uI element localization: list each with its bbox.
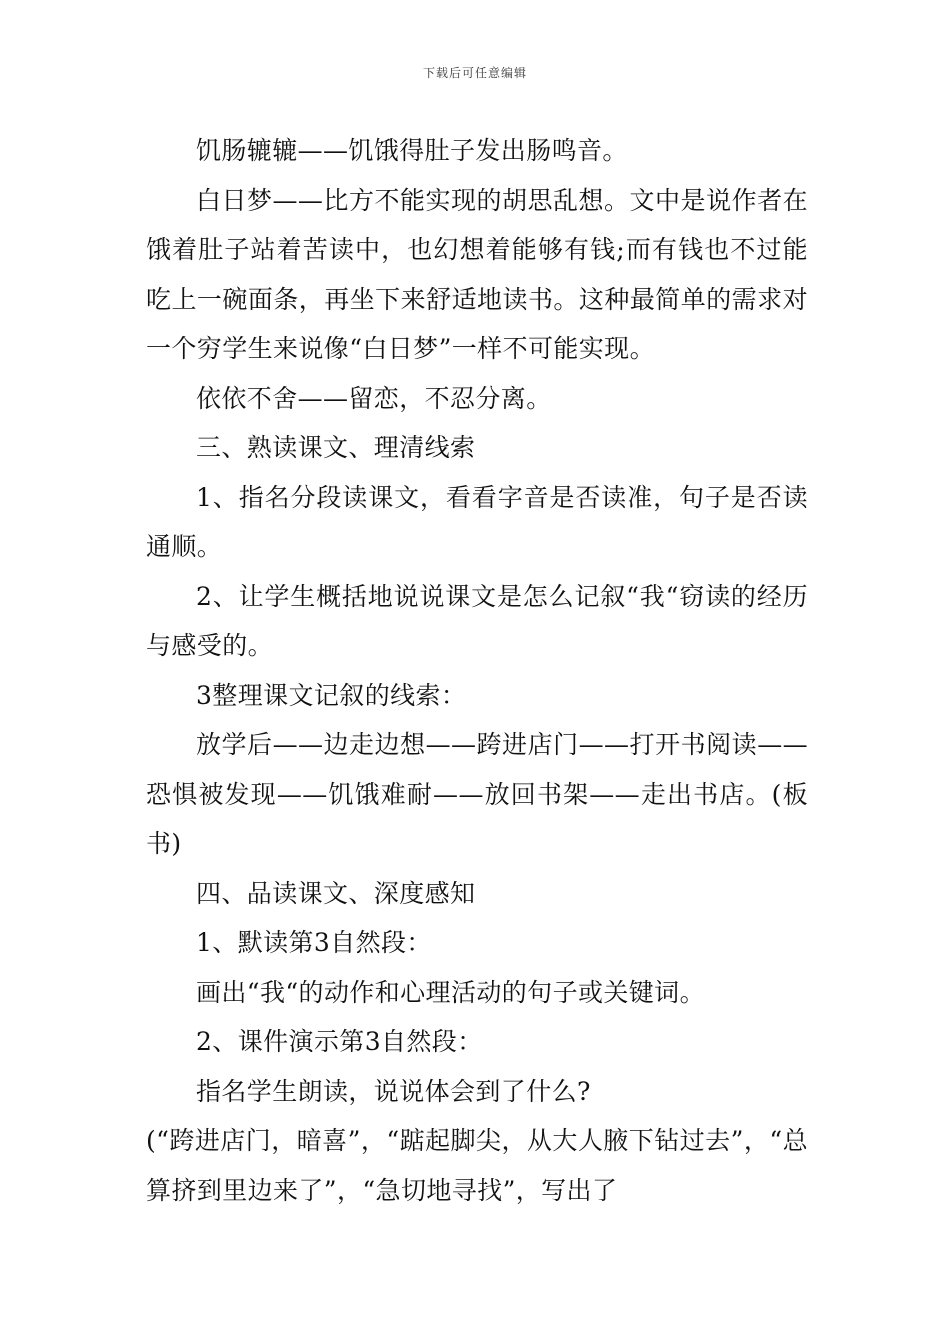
paragraph-quoted-phrases: (“跨进店门，暗喜”，“踮起脚尖，从大人腋下钻过去”，“总算挤到里边来了”，“急切地寻找”，写出了: [146, 1126, 808, 1205]
paragraph-read-aloud: 指名学生朗读，说说体会到了什么?: [196, 1076, 591, 1106]
paragraph-silent-reading: 1、默读第3自然段：: [196, 928, 432, 957]
paragraph-step-3: 3整理课文记叙的线索：: [196, 680, 467, 710]
section-heading-four: 四、品读课文、深度感知: [196, 878, 476, 908]
paragraph-step-2: 2、让学生概括地说说课文是怎么记叙“我“窃读的经历与感受的。: [146, 581, 808, 660]
paragraph-definition-reluctant: 依依不舍——留恋，不忍分离。: [196, 383, 552, 413]
paragraph-definition-daydream: 白日梦——比方不能实现的胡思乱想。文中是说作者在饿着肚子站着苦读中，也幻想着能够有钱;而有钱也不过能吃上一碗面条，再坐下来舒适地读书。这种最简单的需求对一个穷学生来说像“白日梦”一样不可能实现。: [146, 185, 808, 363]
paragraph-clue-sequence: 放学后——边走边想——跨进店门——打开书阅读——恐惧被发现——饥饿难耐——放回书架——走出书店。(板书): [146, 730, 808, 858]
paragraph-courseware-demo: 2、课件演示第3自然段：: [196, 1027, 483, 1056]
document-body: [146, 126, 808, 1215]
paragraph-step-1: 1、指名分段读课文，看看字音是否读准，句子是否读通顺。: [146, 482, 808, 561]
page-header: 下载后可任意编辑: [422, 66, 527, 80]
paragraph-mark-sentences: 画出“我“的动作和心理活动的句子或关键词。: [196, 977, 705, 1007]
section-heading-three: 三、熟读课文、理清线索: [196, 433, 476, 462]
paragraph-definition-hungry: 饥肠辘辘——饥饿得肚子发出肠鸣音。: [196, 136, 628, 165]
